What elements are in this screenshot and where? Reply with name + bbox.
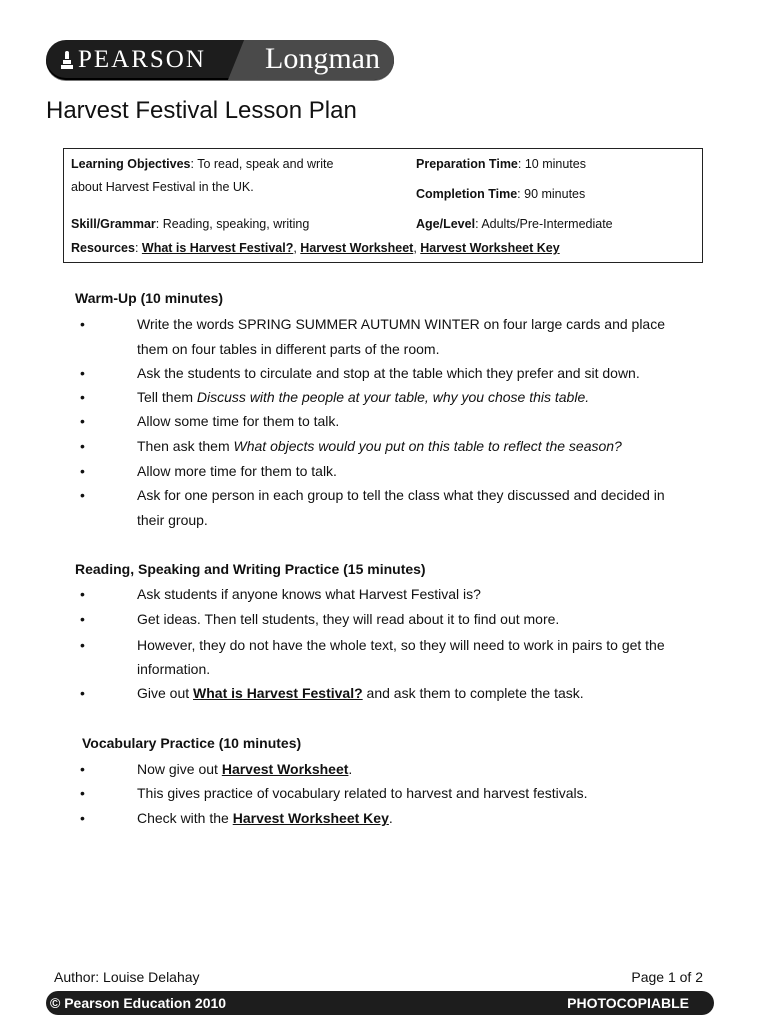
bullet: • [80, 761, 85, 777]
objectives-text-cont: about Harvest Festival in the UK. [71, 180, 254, 194]
age-level [416, 217, 613, 232]
completion-value: : 90 minutes [517, 187, 586, 201]
age-label: Age/Level [416, 217, 476, 231]
lesson-info-box [63, 148, 703, 263]
resources: Resources: What is Harvest Festival?, Harvest Worksheet, Harvest Worksheet Key [71, 241, 560, 255]
preparation-time [416, 157, 586, 172]
bullet: • [80, 316, 85, 332]
list-item-cont: information. [137, 661, 211, 677]
completion-label: Completion Time [416, 187, 518, 201]
brand-name: PEARSON [78, 46, 206, 73]
learning-objectives [71, 157, 333, 172]
page-number: Page 1 of 2 [631, 969, 703, 985]
bullet: • [80, 586, 85, 602]
vocab-heading: Vocabulary Practice (10 minutes) [82, 735, 302, 751]
skill-grammar [71, 217, 309, 232]
list-item-cont: their group. [137, 512, 208, 528]
bullet: • [80, 611, 85, 627]
author: Author: Louise Delahay [54, 969, 200, 985]
completion-time [416, 187, 585, 202]
warmup-heading: Warm-Up (10 minutes) [75, 290, 224, 306]
bullet: • [80, 389, 85, 405]
resource-link-harvest-worksheet-key[interactable]: Harvest Worksheet Key [420, 241, 560, 255]
list-item-cont: them on four tables in different parts of the room. [137, 341, 440, 357]
bullet: • [80, 438, 85, 454]
bullet: • [80, 463, 85, 479]
prep-label: Preparation Time [416, 157, 518, 171]
bullet: • [80, 637, 85, 653]
copyright: © Pearson Education 2010 [50, 995, 227, 1011]
prep-value: : 10 minutes [517, 157, 586, 171]
bullet: • [80, 413, 85, 429]
resource-link-harvest-worksheet[interactable]: Harvest Worksheet [300, 241, 414, 255]
link-harvest-worksheet[interactable]: Harvest Worksheet [221, 761, 349, 777]
resources-label: Resources [71, 241, 135, 255]
resource-link-what-is-harvest-festival[interactable]: What is Harvest Festival? [141, 241, 294, 255]
skill-label: Skill/Grammar [71, 217, 156, 231]
link-what-is-harvest-festival[interactable]: What is Harvest Festival? [193, 685, 363, 701]
footer-bar [46, 991, 714, 1015]
brand-suffix: .com [393, 58, 420, 72]
bullet: • [80, 785, 85, 801]
page-title: Harvest Festival Lesson Plan [46, 97, 357, 124]
pearson-emblem-icon [60, 51, 74, 70]
age-value: : Adults/Pre-Intermediate [475, 217, 613, 231]
bullet: • [80, 685, 85, 701]
pearson-longman-logo [46, 40, 420, 80]
objectives-text: : To read, speak and write [190, 157, 334, 171]
link-harvest-worksheet-key[interactable]: Harvest Worksheet Key [232, 810, 389, 826]
skill-value: : Reading, speaking, writing [155, 217, 310, 231]
objectives-label: Learning Objectives [71, 157, 191, 171]
brand-sub: Longman [265, 42, 380, 75]
bullet: • [80, 365, 85, 381]
bullet: • [80, 487, 85, 503]
photocopiable-label: PHOTOCOPIABLE [567, 995, 689, 1011]
bullet: • [80, 810, 85, 826]
reading-heading: Reading, Speaking and Writing Practice (15 minutes) [75, 561, 426, 577]
